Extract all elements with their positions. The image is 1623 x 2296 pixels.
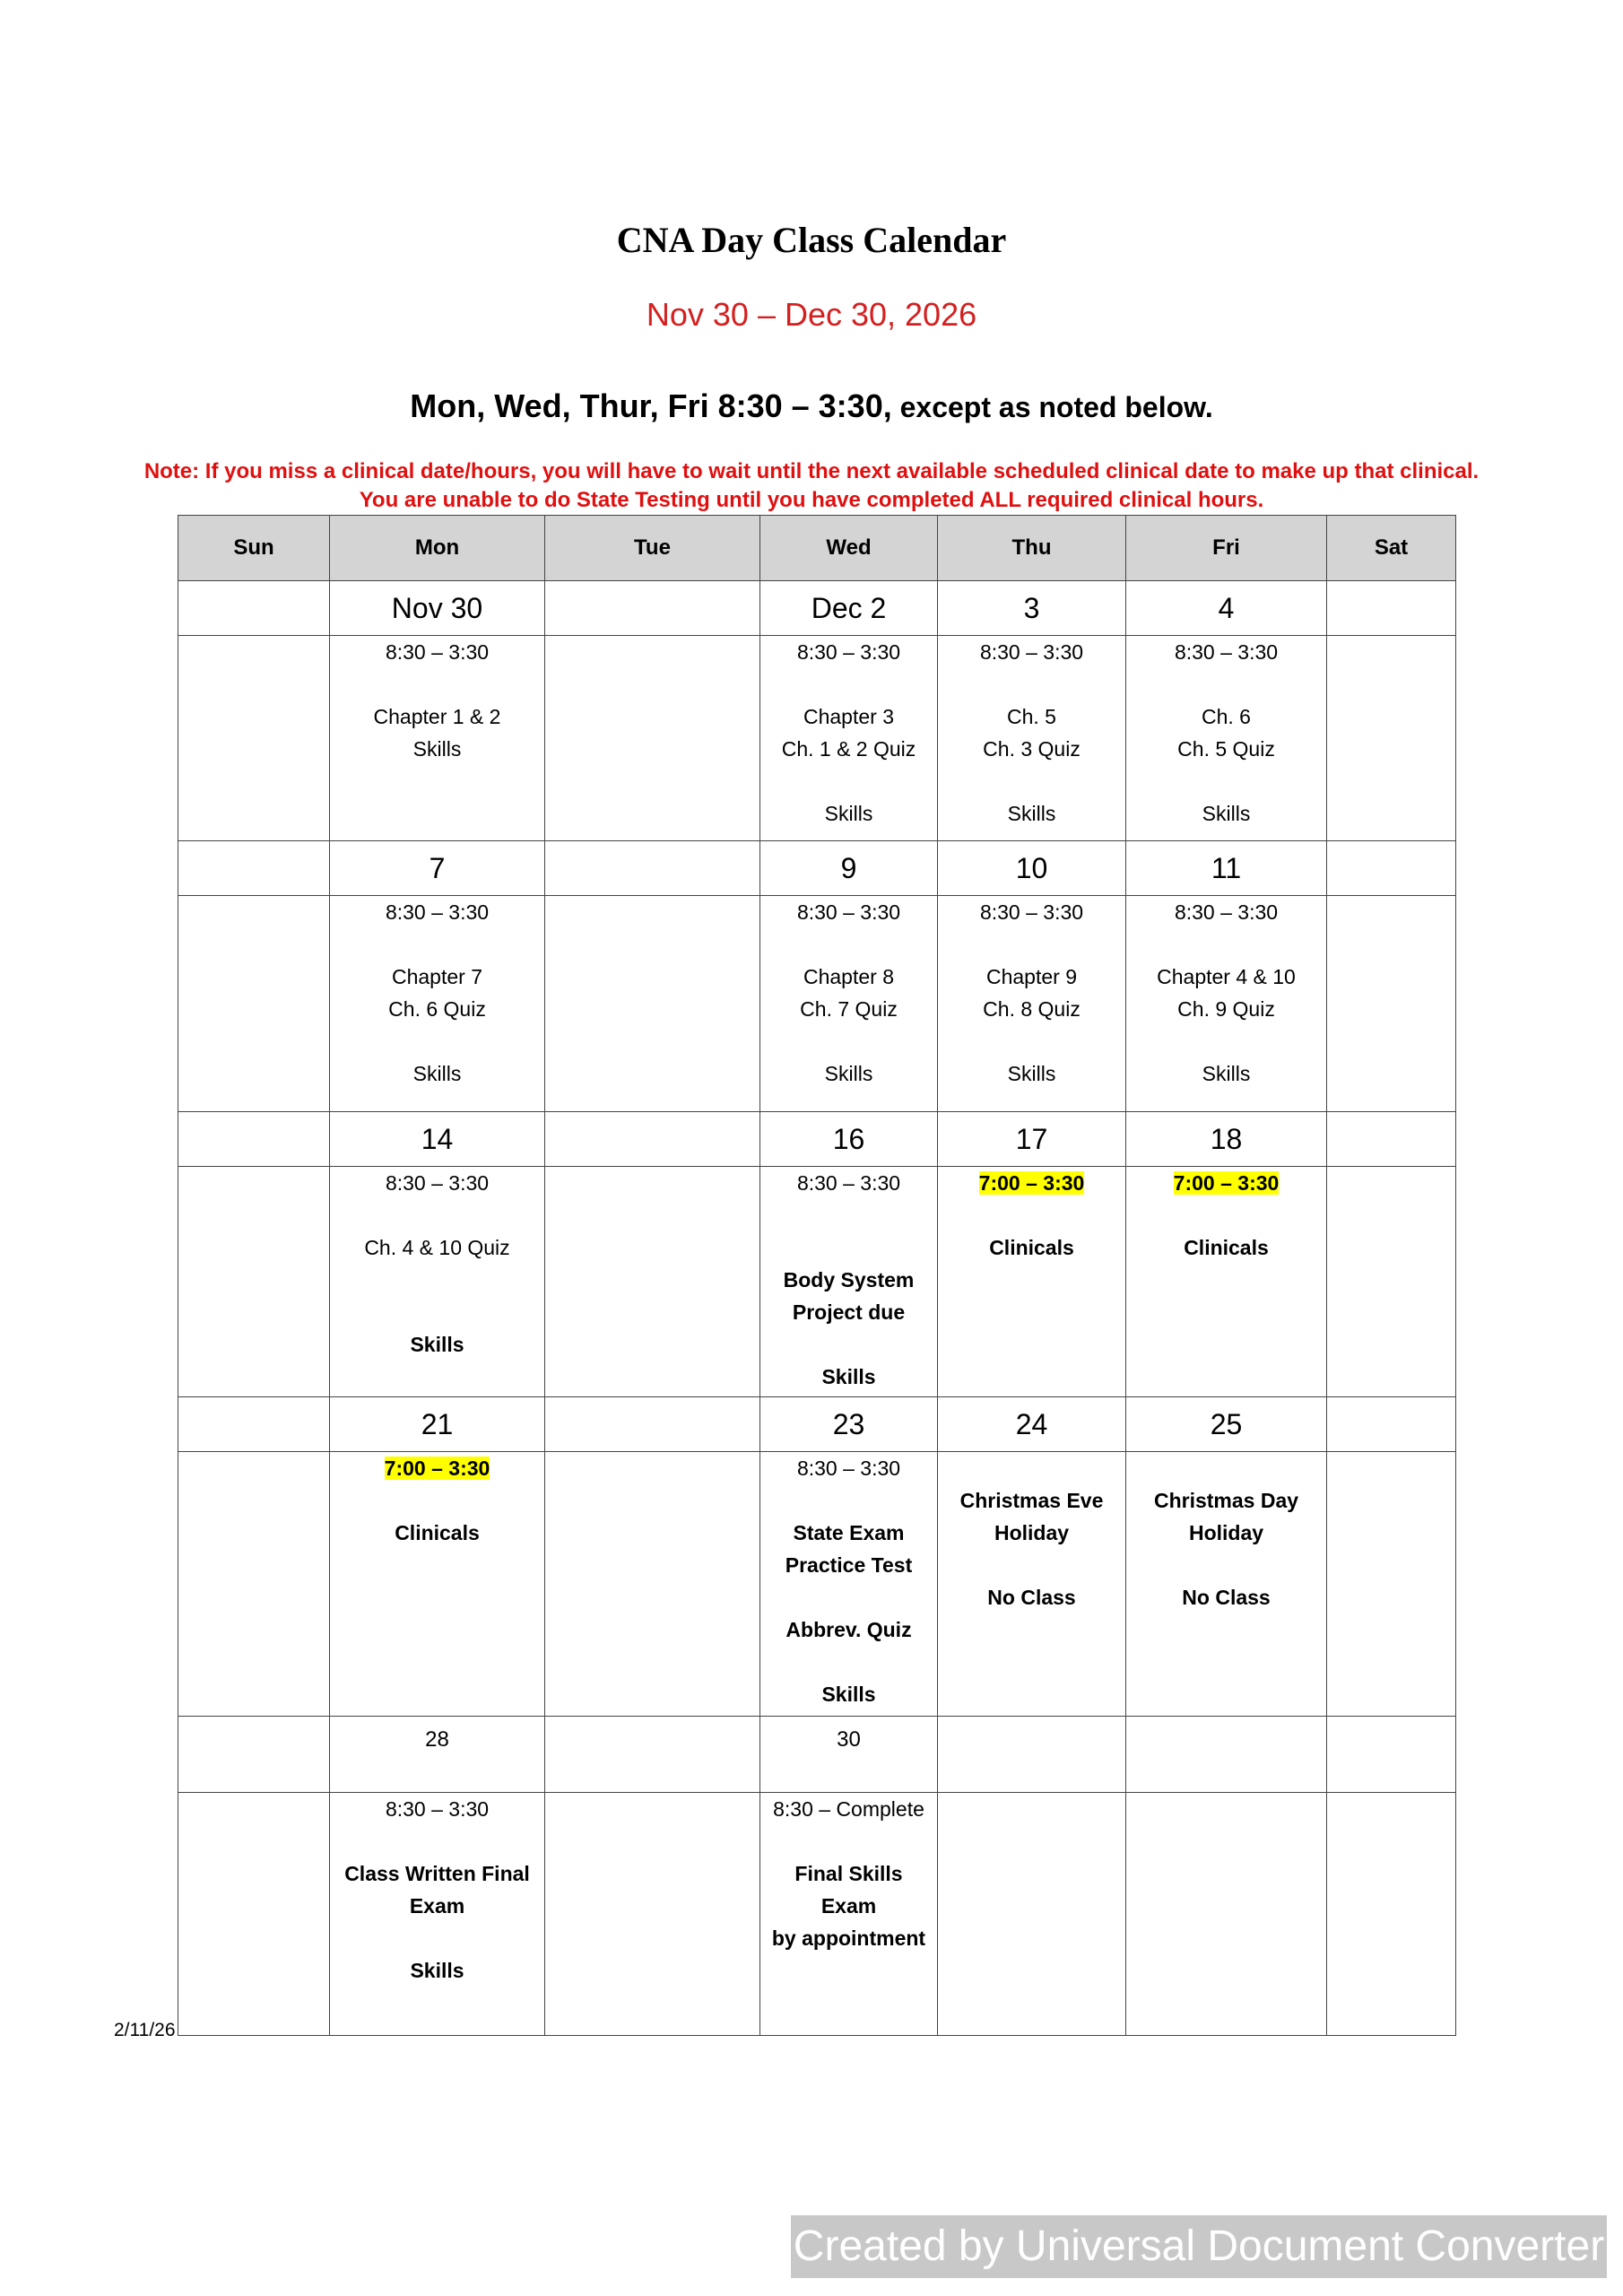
content-cell-tue (545, 896, 760, 1112)
date-range: Nov 30 – Dec 30, 2026 (646, 296, 977, 333)
day-header-mon: Mon (330, 516, 545, 581)
content-cell-fri (1126, 1452, 1327, 1717)
date-cell-sun (178, 841, 330, 896)
cell-line: Clinicals (395, 1521, 480, 1544)
date-cell-sat (1327, 581, 1456, 636)
date-cell-sun (178, 1112, 330, 1167)
date-cell-fri: 18 (1126, 1112, 1327, 1167)
cell-line (938, 928, 1125, 961)
highlighted-time: 7:00 – 3:30 (1173, 1171, 1280, 1195)
date-cell-sun (178, 581, 330, 636)
cell-line: Chapter 1 & 2 (373, 705, 501, 728)
content-cell-sat (1327, 1452, 1456, 1717)
cell-line: Ch. 6 Quiz (388, 997, 486, 1021)
cell-line (938, 1549, 1125, 1581)
cell-line: Skills (824, 1062, 873, 1085)
day-header-sun: Sun (178, 516, 330, 581)
date-cell-sat (1327, 1397, 1456, 1452)
cell-line (330, 1199, 544, 1231)
cell-line (330, 1296, 544, 1328)
date-cell-tue (545, 1717, 760, 1793)
date-cell-thu: 24 (938, 1397, 1126, 1452)
date-cell-fri: 4 (1126, 581, 1327, 636)
page-title: CNA Day Class Calendar (616, 220, 1007, 260)
cell-line: Project due (792, 1300, 906, 1324)
content-cell-tue (545, 1452, 760, 1717)
cell-line: Skills (412, 737, 462, 761)
cell-line (760, 1646, 937, 1678)
cell-line: Chapter 8 (803, 965, 894, 988)
schedule-main: Mon, Wed, Thur, Fri 8:30 – 3:30, (410, 387, 892, 424)
highlighted-time: 7:00 – 3:30 (978, 1171, 1085, 1195)
date-cell-wed: 16 (760, 1112, 938, 1167)
cell-line: Ch. 1 & 2 Quiz (781, 737, 916, 761)
cell-line: Chapter 4 & 10 (1157, 965, 1296, 988)
date-cell-sun (178, 1397, 330, 1452)
date-cell-thu: 10 (938, 841, 1126, 896)
date-cell-wed: Dec 2 (760, 581, 938, 636)
highlighted-time: 7:00 – 3:30 (384, 1457, 490, 1480)
cell-line (1126, 928, 1326, 961)
date-cell-mon: Nov 30 (330, 581, 545, 636)
cell-line: Ch. 7 Quiz (800, 997, 898, 1021)
content-cell-sat (1327, 636, 1456, 841)
content-cell-wed (760, 896, 938, 1112)
cell-line: Ch. 8 Quiz (983, 997, 1081, 1021)
content-cell-wed (760, 1793, 938, 2036)
schedule-rest: except as noted below. (891, 391, 1213, 423)
cell-line: 8:30 – 3:30 (979, 900, 1084, 924)
cell-line (330, 1825, 544, 1857)
day-header-thu: Thu (938, 516, 1126, 581)
cell-line: 8:30 – 3:30 (796, 640, 901, 664)
date-cell-sat (1327, 1112, 1456, 1167)
date-cell-wed: 9 (760, 841, 938, 896)
day-header-tue: Tue (545, 516, 760, 581)
cell-line (760, 765, 937, 797)
week-content-row (178, 1167, 1456, 1397)
note-line-2: You are unable to do State Testing until you have completed ALL required clinical hours. (359, 488, 1264, 512)
cell-line: 8:30 – 3:30 (1174, 900, 1279, 924)
cell-line (330, 1264, 544, 1296)
content-cell-thu (938, 636, 1126, 841)
date-cell-fri: 11 (1126, 841, 1327, 896)
cell-line: Practice Test (785, 1553, 913, 1577)
cell-line (1126, 765, 1326, 797)
date-cell-tue (545, 841, 760, 896)
date-cell-wed: 30 (760, 1717, 938, 1793)
day-header-fri: Fri (1126, 516, 1327, 581)
clinical-time (330, 1452, 544, 1484)
cell-line: Christmas Day (1153, 1489, 1299, 1512)
cell-line (760, 1199, 937, 1231)
cell-line: 8:30 – 3:30 (385, 900, 490, 924)
cell-line (938, 765, 1125, 797)
cell-line (1126, 1199, 1326, 1231)
date-cell-thu (938, 1717, 1126, 1793)
cell-line (760, 1825, 937, 1857)
content-cell-fri (1126, 1793, 1327, 2036)
content-cell-wed (760, 1452, 938, 1717)
date-cell-sat (1327, 841, 1456, 896)
cell-line: Exam (409, 1894, 465, 1918)
content-cell-tue (545, 636, 760, 841)
cell-line (938, 668, 1125, 700)
content-cell-sat (1327, 896, 1456, 1112)
cell-line: Ch. 4 & 10 Quiz (364, 1236, 510, 1259)
cell-line: Skills (1202, 1062, 1251, 1085)
content-cell-fri (1126, 636, 1327, 841)
date-cell-tue (545, 1397, 760, 1452)
calendar-body (178, 581, 1456, 2036)
content-cell-sun (178, 1793, 330, 2036)
cell-line: Ch. 9 Quiz (1177, 997, 1275, 1021)
day-header-row (178, 516, 1456, 581)
content-cell-wed (760, 636, 938, 841)
watermark: Created by Universal Document Converter (791, 2215, 1607, 2278)
content-cell-sun (178, 1452, 330, 1717)
cell-line: No Class (987, 1586, 1076, 1609)
cell-line: 8:30 – 3:30 (385, 1171, 490, 1195)
cell-line: Clinicals (989, 1236, 1074, 1259)
cell-line: Ch. 3 Quiz (983, 737, 1081, 761)
date-cell-mon: 14 (330, 1112, 545, 1167)
cell-line: 8:30 – 3:30 (1174, 640, 1279, 664)
cell-line: Holiday (1188, 1521, 1264, 1544)
day-header-sat: Sat (1327, 516, 1456, 581)
week-date-row (178, 1397, 1456, 1452)
date-cell-fri: 25 (1126, 1397, 1327, 1452)
date-cell-mon: 7 (330, 841, 545, 896)
cell-line (760, 1231, 937, 1264)
cell-line: Exam (820, 1894, 877, 1918)
cell-line: No Class (1182, 1586, 1271, 1609)
week-content-row (178, 636, 1456, 841)
date-cell-thu: 3 (938, 581, 1126, 636)
content-cell-sun (178, 896, 330, 1112)
cell-line: Skills (412, 1062, 462, 1085)
content-cell-sat (1327, 1793, 1456, 2036)
date-cell-thu: 17 (938, 1112, 1126, 1167)
content-cell-tue (545, 1167, 760, 1397)
cell-line: Class Written Final (344, 1862, 530, 1885)
week-date-row (178, 841, 1456, 896)
week-content-row (178, 1452, 1456, 1717)
cell-line: Abbrev. Quiz (785, 1618, 912, 1641)
cell-line: by appointment (771, 1926, 926, 1950)
week-date-row (178, 1717, 1456, 1793)
revision-date: 2/11/26 (114, 2020, 176, 2040)
cell-line (760, 1484, 937, 1517)
clinical-time (938, 1167, 1125, 1199)
date-cell-tue (545, 1112, 760, 1167)
date-cell-mon: 28 (330, 1717, 545, 1793)
content-cell-mon (330, 896, 545, 1112)
week-content-row (178, 1793, 1456, 2036)
content-cell-sun (178, 1167, 330, 1397)
calendar-table (178, 515, 1456, 2036)
cell-line: Skills (410, 1959, 464, 1982)
cell-line (1126, 668, 1326, 700)
cell-line: Ch. 6 (1202, 705, 1251, 728)
content-cell-mon (330, 636, 545, 841)
cell-line: Body System (783, 1268, 915, 1292)
cell-line: 8:30 – 3:30 (796, 1171, 901, 1195)
cell-line: Skills (824, 802, 873, 825)
cell-line: Skills (1007, 802, 1056, 825)
cell-line (330, 668, 544, 700)
content-cell-mon (330, 1167, 545, 1397)
content-cell-tue (545, 1793, 760, 2036)
cell-line: Ch. 5 Quiz (1177, 737, 1275, 761)
cell-line (760, 928, 937, 961)
cell-line: Ch. 5 (1007, 705, 1056, 728)
cell-line (330, 928, 544, 961)
cell-line: 8:30 – 3:30 (385, 1797, 490, 1821)
date-cell-fri (1126, 1717, 1327, 1793)
cell-line: Chapter 3 (803, 705, 894, 728)
cell-line (330, 1025, 544, 1057)
cell-line (760, 1328, 937, 1361)
date-cell-tue (545, 581, 760, 636)
cell-line: Skills (821, 1683, 876, 1706)
clinical-note (0, 457, 1623, 515)
schedule-line (0, 387, 1623, 425)
cell-line: 8:30 – 3:30 (979, 640, 1084, 664)
content-cell-fri (1126, 1167, 1327, 1397)
cell-line: Christmas Eve (959, 1489, 1104, 1512)
cell-line: 8:30 – 3:30 (385, 640, 490, 664)
cell-line: State Exam (793, 1521, 905, 1544)
cell-line: 8:30 – 3:30 (796, 1457, 901, 1480)
cell-line (938, 1025, 1125, 1057)
cell-line: Final Skills (794, 1862, 903, 1885)
cell-line (1126, 1452, 1326, 1484)
cell-line: Chapter 9 (985, 965, 1077, 988)
cell-line: Skills (1007, 1062, 1056, 1085)
cell-line: 8:30 – Complete (773, 1797, 924, 1821)
content-cell-mon (330, 1793, 545, 2036)
content-cell-fri (1126, 896, 1327, 1112)
cell-line (938, 1199, 1125, 1231)
content-cell-thu (938, 896, 1126, 1112)
cell-line: Holiday (994, 1521, 1070, 1544)
cell-line (760, 1025, 937, 1057)
cell-line: Skills (410, 1333, 464, 1356)
clinical-time (1126, 1167, 1326, 1199)
cell-line: Skills (821, 1365, 876, 1388)
cell-line: Clinicals (1184, 1236, 1269, 1259)
content-cell-thu (938, 1793, 1126, 2036)
week-date-row (178, 581, 1456, 636)
cell-line: Chapter 7 (391, 965, 482, 988)
cell-line (1126, 1025, 1326, 1057)
week-content-row (178, 896, 1456, 1112)
cell-line: Skills (1202, 802, 1251, 825)
content-cell-sat (1327, 1167, 1456, 1397)
cell-line (330, 1484, 544, 1517)
date-cell-mon: 21 (330, 1397, 545, 1452)
cell-line (330, 1922, 544, 1954)
cell-line (760, 1581, 937, 1613)
week-date-row (178, 1112, 1456, 1167)
cell-line (938, 1452, 1125, 1484)
cell-line: 8:30 – 3:30 (796, 900, 901, 924)
content-cell-wed (760, 1167, 938, 1397)
content-cell-thu (938, 1167, 1126, 1397)
date-cell-sun (178, 1717, 330, 1793)
date-cell-wed: 23 (760, 1397, 938, 1452)
date-cell-sat (1327, 1717, 1456, 1793)
cell-line (760, 668, 937, 700)
content-cell-mon (330, 1452, 545, 1717)
day-header-wed: Wed (760, 516, 938, 581)
content-cell-thu (938, 1452, 1126, 1717)
cell-line (1126, 1549, 1326, 1581)
content-cell-sun (178, 636, 330, 841)
note-line-1: Note: If you miss a clinical date/hours, you will have to wait until the next available scheduled clinical date to make up that clinical. (143, 459, 1480, 483)
